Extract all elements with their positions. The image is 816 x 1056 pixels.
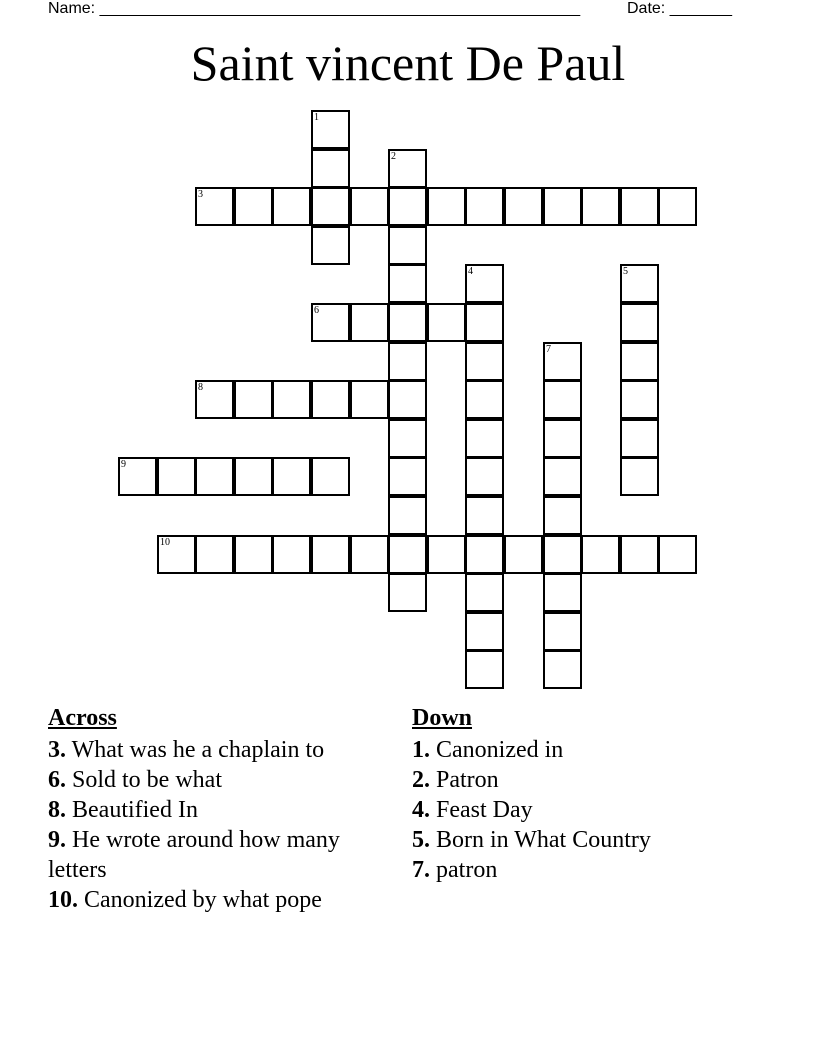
clue-number: 8	[198, 382, 203, 393]
grid-cell[interactable]	[388, 187, 427, 226]
grid-cell[interactable]	[427, 303, 466, 342]
clue-number: 2.	[412, 767, 430, 793]
grid-cell[interactable]	[272, 457, 311, 496]
grid-cell[interactable]	[465, 187, 504, 226]
grid-cell[interactable]	[195, 535, 234, 574]
grid-cell[interactable]	[543, 457, 582, 496]
grid-cell[interactable]	[388, 342, 427, 381]
grid-cell[interactable]	[388, 535, 427, 574]
down-heading: Down	[412, 705, 473, 731]
grid-cell[interactable]	[465, 419, 504, 458]
clue-text: He wrote around how many letters	[48, 827, 340, 883]
grid-cell[interactable]	[388, 457, 427, 496]
grid-cell[interactable]	[543, 535, 582, 574]
grid-cell[interactable]	[195, 380, 234, 419]
grid-cell[interactable]	[234, 535, 273, 574]
clue-number: 3	[198, 189, 203, 200]
across-clue	[48, 795, 388, 825]
clue-number: 5	[623, 266, 628, 277]
across-clue	[48, 825, 388, 885]
grid-cell[interactable]	[272, 187, 311, 226]
grid-cell[interactable]	[427, 187, 466, 226]
across-clue-list	[48, 735, 388, 915]
grid-cell[interactable]	[388, 496, 427, 535]
grid-cell[interactable]	[234, 457, 273, 496]
grid-cell[interactable]	[350, 303, 389, 342]
down-clue	[412, 825, 742, 855]
date-line[interactable]: Date: _______	[627, 0, 732, 17]
grid-cell[interactable]	[465, 496, 504, 535]
grid-cell[interactable]	[311, 457, 350, 496]
grid-cell[interactable]	[388, 149, 427, 188]
clue-text: Feast Day	[430, 797, 533, 823]
grid-cell[interactable]	[388, 303, 427, 342]
across-clues	[48, 703, 388, 915]
across-clue	[48, 765, 388, 795]
down-clue-list	[412, 735, 742, 885]
grid-cell[interactable]	[234, 380, 273, 419]
grid-cell[interactable]	[504, 535, 543, 574]
grid-cell[interactable]	[543, 380, 582, 419]
grid-cell[interactable]	[195, 187, 234, 226]
down-clue	[412, 855, 742, 885]
grid-cell[interactable]	[465, 650, 504, 689]
clue-text: Canonized in	[430, 737, 564, 763]
grid-cell[interactable]	[620, 342, 659, 381]
clue-text: What was he a chaplain to	[66, 737, 325, 763]
grid-cell[interactable]	[311, 149, 350, 188]
grid-cell[interactable]	[620, 264, 659, 303]
grid-cell[interactable]	[311, 535, 350, 574]
grid-cell[interactable]	[350, 535, 389, 574]
name-line[interactable]: Name: ______________________________________________________	[48, 0, 581, 17]
grid-cell[interactable]	[427, 535, 466, 574]
clue-number: 3.	[48, 737, 66, 763]
grid-cell[interactable]	[465, 380, 504, 419]
clue-text: Beautified In	[66, 797, 198, 823]
clue-number: 1.	[412, 737, 430, 763]
clue-number: 9.	[48, 827, 66, 853]
grid-cell[interactable]	[543, 496, 582, 535]
clue-number: 5.	[412, 827, 430, 853]
across-clue	[48, 735, 388, 765]
clue-number: 2	[391, 151, 396, 162]
grid-cell[interactable]	[234, 187, 273, 226]
grid-cell[interactable]	[543, 419, 582, 458]
grid-cell[interactable]	[350, 187, 389, 226]
grid-cell[interactable]	[620, 187, 659, 226]
down-clue	[412, 735, 742, 765]
grid-cell[interactable]	[465, 342, 504, 381]
grid-cell[interactable]	[350, 380, 389, 419]
down-clue	[412, 795, 742, 825]
grid-cell[interactable]	[620, 380, 659, 419]
grid-cell[interactable]	[388, 264, 427, 303]
grid-cell[interactable]	[388, 380, 427, 419]
down-clues	[412, 703, 742, 885]
grid-cell[interactable]	[118, 457, 157, 496]
clue-number: 6.	[48, 767, 66, 793]
clue-number: 1	[314, 112, 319, 123]
grid-cell[interactable]	[465, 457, 504, 496]
grid-cell[interactable]	[388, 419, 427, 458]
grid-cell[interactable]	[465, 535, 504, 574]
clue-text: Sold to be what	[66, 767, 222, 793]
grid-cell[interactable]	[620, 419, 659, 458]
clue-number: 7.	[412, 857, 430, 883]
grid-cell[interactable]	[620, 535, 659, 574]
grid-cell[interactable]	[311, 303, 350, 342]
clue-text: Canonized by what pope	[78, 887, 322, 913]
grid-cell[interactable]	[581, 535, 620, 574]
clue-number: 6	[314, 305, 319, 316]
grid-cell[interactable]	[311, 187, 350, 226]
clue-number: 8.	[48, 797, 66, 823]
across-clue	[48, 885, 388, 915]
clue-number: 9	[121, 459, 126, 470]
clue-text: Born in What Country	[430, 827, 651, 853]
grid-cell[interactable]	[311, 226, 350, 265]
grid-cell[interactable]	[581, 187, 620, 226]
grid-cell[interactable]	[543, 650, 582, 689]
grid-cell[interactable]	[543, 573, 582, 612]
clue-number: 10.	[48, 887, 78, 913]
clue-number: 10	[160, 537, 170, 548]
grid-cell[interactable]	[465, 573, 504, 612]
grid-cell[interactable]	[272, 535, 311, 574]
grid-cell[interactable]	[272, 380, 311, 419]
grid-cell[interactable]	[465, 303, 504, 342]
grid-cell[interactable]	[543, 612, 582, 651]
grid-cell[interactable]	[311, 110, 350, 149]
clue-number: 7	[546, 344, 551, 355]
down-clue	[412, 765, 742, 795]
across-heading: Across	[48, 705, 117, 731]
grid-cell[interactable]	[543, 187, 582, 226]
grid-cell[interactable]	[620, 303, 659, 342]
clue-text: patron	[430, 857, 498, 883]
grid-cell[interactable]	[658, 535, 697, 574]
clue-number: 4	[468, 266, 473, 277]
page-title: Saint vincent De Paul	[190, 35, 626, 91]
clue-text: Patron	[430, 767, 499, 793]
grid-cell[interactable]	[465, 612, 504, 651]
grid-cell[interactable]	[388, 573, 427, 612]
grid-cell[interactable]	[157, 535, 196, 574]
grid-cell[interactable]	[543, 342, 582, 381]
grid-cell[interactable]	[658, 187, 697, 226]
grid-cell[interactable]	[620, 457, 659, 496]
grid-cell[interactable]	[504, 187, 543, 226]
clue-number: 4.	[412, 797, 430, 823]
grid-cell[interactable]	[388, 226, 427, 265]
grid-cell[interactable]	[311, 380, 350, 419]
grid-cell[interactable]	[157, 457, 196, 496]
grid-cell[interactable]	[465, 264, 504, 303]
grid-cell[interactable]	[195, 457, 234, 496]
